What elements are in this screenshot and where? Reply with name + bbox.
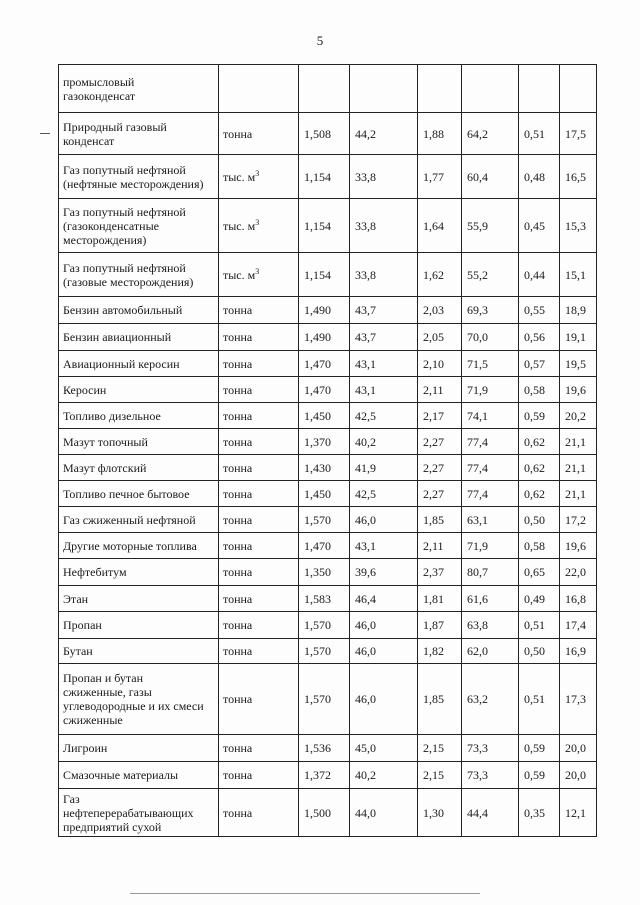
value-cell: 71,9 — [462, 377, 519, 403]
value-cell: 0,65 — [519, 559, 560, 586]
value-cell: 19,1 — [560, 324, 597, 351]
fuel-name-cell: Газ попутный нефтяной (газоконденсатные месторождения) — [59, 199, 219, 253]
value-cell: 19,6 — [560, 377, 597, 403]
value-cell: 33,8 — [350, 155, 418, 199]
value-cell: 20,2 — [560, 403, 597, 429]
table-row — [59, 664, 597, 735]
value-cell: 1,470 — [299, 377, 350, 403]
value-cell: 80,7 — [462, 559, 519, 586]
value-cell: 17,3 — [560, 664, 597, 735]
unit-cell: тыс. $м^3$ — [219, 199, 299, 253]
value-cell: 1,372 — [299, 762, 350, 789]
unit-cell: тонна — [219, 324, 299, 351]
value-cell: 43,1 — [350, 377, 418, 403]
value-cell: 64,2 — [462, 113, 519, 155]
value-cell: 1,87 — [418, 612, 462, 639]
unit-cell: тонна — [219, 664, 299, 735]
value-cell: 1,81 — [418, 586, 462, 612]
value-cell — [519, 65, 560, 113]
value-cell: 0,51 — [519, 664, 560, 735]
fuel-name-cell: Пропан и бутан сжиженные, газы углеводородные и их смеси сжиженные — [59, 664, 219, 735]
table-row — [59, 507, 597, 533]
value-cell: 12,1 — [560, 789, 597, 837]
value-cell — [350, 65, 418, 113]
unit-cell: тонна — [219, 113, 299, 155]
table-row — [59, 155, 597, 199]
value-cell: 69,3 — [462, 297, 519, 324]
value-cell: 63,2 — [462, 664, 519, 735]
value-cell: 71,9 — [462, 533, 519, 559]
table-row — [59, 481, 597, 507]
value-cell: 0,62 — [519, 455, 560, 481]
fuel-name-cell: Мазут флотский — [59, 455, 219, 481]
value-cell: 46,0 — [350, 639, 418, 664]
value-cell: 0,51 — [519, 113, 560, 155]
value-cell: 1,154 — [299, 199, 350, 253]
value-cell: 42,5 — [350, 481, 418, 507]
fuel-name-cell: Другие моторные топлива — [59, 533, 219, 559]
value-cell: 1,536 — [299, 735, 350, 762]
value-cell: 73,3 — [462, 762, 519, 789]
table-row — [59, 455, 597, 481]
value-cell — [299, 65, 350, 113]
fuel-name-cell: Пропан — [59, 612, 219, 639]
unit-cell — [219, 65, 299, 113]
margin-tick-mark — [40, 133, 50, 134]
table-row — [59, 403, 597, 429]
value-cell: 2,37 — [418, 559, 462, 586]
fuel-name-cell: Бензин автомобильный — [59, 297, 219, 324]
value-cell: 45,0 — [350, 735, 418, 762]
value-cell: 21,1 — [560, 455, 597, 481]
value-cell: 43,7 — [350, 297, 418, 324]
value-cell: 42,5 — [350, 403, 418, 429]
value-cell: 60,4 — [462, 155, 519, 199]
value-cell: 19,6 — [560, 533, 597, 559]
value-cell: 0,59 — [519, 762, 560, 789]
fuel-name-cell: Газ нефтеперерабатывающих предприятий сухой — [59, 789, 219, 837]
value-cell: 43,7 — [350, 324, 418, 351]
value-cell: 1,64 — [418, 199, 462, 253]
value-cell: 21,1 — [560, 481, 597, 507]
value-cell: 77,4 — [462, 429, 519, 455]
value-cell: 1,88 — [418, 113, 462, 155]
table-row — [59, 113, 597, 155]
value-cell: 0,55 — [519, 297, 560, 324]
value-cell — [462, 65, 519, 113]
table-row — [59, 65, 597, 113]
value-cell — [418, 65, 462, 113]
value-cell: 73,3 — [462, 735, 519, 762]
unit-cell: тонна — [219, 586, 299, 612]
value-cell: 20,0 — [560, 735, 597, 762]
table-row — [59, 199, 597, 253]
fuel-name-cell: Керосин — [59, 377, 219, 403]
value-cell: 2,27 — [418, 455, 462, 481]
fuel-name-cell: Этан — [59, 586, 219, 612]
unit-cell: тонна — [219, 533, 299, 559]
value-cell: 0,49 — [519, 586, 560, 612]
fuel-name-cell: Газ попутный нефтяной (газовые месторождения) — [59, 253, 219, 297]
value-cell: 15,3 — [560, 199, 597, 253]
value-cell: 40,2 — [350, 429, 418, 455]
value-cell: 1,570 — [299, 664, 350, 735]
value-cell: 17,4 — [560, 612, 597, 639]
table-row — [59, 789, 597, 837]
unit-cell: тыс. $м^3$ — [219, 253, 299, 297]
unit-cell: тонна — [219, 559, 299, 586]
value-cell: 43,1 — [350, 351, 418, 377]
value-cell: 55,9 — [462, 199, 519, 253]
table-row — [59, 429, 597, 455]
value-cell: 1,570 — [299, 639, 350, 664]
table-row — [59, 377, 597, 403]
value-cell: 19,5 — [560, 351, 597, 377]
value-cell: 2,05 — [418, 324, 462, 351]
value-cell: 1,508 — [299, 113, 350, 155]
value-cell: 0,57 — [519, 351, 560, 377]
value-cell: 1,470 — [299, 533, 350, 559]
table-row — [59, 351, 597, 377]
value-cell: 44,2 — [350, 113, 418, 155]
fuel-name-cell: Смазочные материалы — [59, 762, 219, 789]
fuel-name-cell: Бензин авиационный — [59, 324, 219, 351]
value-cell: 2,10 — [418, 351, 462, 377]
unit-cell: тонна — [219, 455, 299, 481]
value-cell: 0,62 — [519, 481, 560, 507]
value-cell: 77,4 — [462, 455, 519, 481]
value-cell: 33,8 — [350, 253, 418, 297]
value-cell: 74,1 — [462, 403, 519, 429]
value-cell: 39,6 — [350, 559, 418, 586]
value-cell: 17,2 — [560, 507, 597, 533]
table-row — [59, 612, 597, 639]
unit-cell: тонна — [219, 403, 299, 429]
value-cell: 0,59 — [519, 735, 560, 762]
value-cell: 43,1 — [350, 533, 418, 559]
value-cell: 1,82 — [418, 639, 462, 664]
value-cell: 1,470 — [299, 351, 350, 377]
value-cell: 46,0 — [350, 507, 418, 533]
page-number: 5 — [316, 33, 324, 48]
fuel-name-cell: Топливо дизельное — [59, 403, 219, 429]
fuel-name-cell: Лигроин — [59, 735, 219, 762]
unit-cell: тонна — [219, 429, 299, 455]
fuel-name-cell: Газ попутный нефтяной (нефтяные месторождения) — [59, 155, 219, 199]
value-cell: 1,490 — [299, 324, 350, 351]
value-cell: 1,583 — [299, 586, 350, 612]
value-cell: 0,59 — [519, 403, 560, 429]
value-cell: 0,50 — [519, 507, 560, 533]
value-cell: 55,2 — [462, 253, 519, 297]
unit-cell: тонна — [219, 612, 299, 639]
value-cell: 46,0 — [350, 612, 418, 639]
value-cell: 0,56 — [519, 324, 560, 351]
unit-cell: тонна — [219, 735, 299, 762]
value-cell: 2,15 — [418, 762, 462, 789]
value-cell: 1,430 — [299, 455, 350, 481]
value-cell: 44,0 — [350, 789, 418, 837]
value-cell: 16,9 — [560, 639, 597, 664]
value-cell: 1,450 — [299, 403, 350, 429]
value-cell: 0,44 — [519, 253, 560, 297]
fuel-name-cell: Авиационный керосин — [59, 351, 219, 377]
value-cell: 18,9 — [560, 297, 597, 324]
table-row — [59, 639, 597, 664]
value-cell: 0,51 — [519, 612, 560, 639]
value-cell: 16,8 — [560, 586, 597, 612]
fuel-name-cell: Мазут топочный — [59, 429, 219, 455]
value-cell: 2,15 — [418, 735, 462, 762]
value-cell: 0,62 — [519, 429, 560, 455]
fuel-name-cell: Топливо печное бытовое — [59, 481, 219, 507]
value-cell — [560, 65, 597, 113]
value-cell: 46,4 — [350, 586, 418, 612]
unit-cell: тонна — [219, 351, 299, 377]
value-cell: 1,77 — [418, 155, 462, 199]
value-cell: 0,45 — [519, 199, 560, 253]
value-cell: 2,11 — [418, 533, 462, 559]
value-cell: 1,30 — [418, 789, 462, 837]
table-row — [59, 762, 597, 789]
table-row — [59, 324, 597, 351]
value-cell: 22,0 — [560, 559, 597, 586]
table-row — [59, 735, 597, 762]
fuel-coefficients-table — [58, 64, 597, 837]
value-cell: 1,85 — [418, 507, 462, 533]
value-cell: 1,85 — [418, 664, 462, 735]
value-cell: 70,0 — [462, 324, 519, 351]
value-cell: 63,8 — [462, 612, 519, 639]
fuel-name-cell: Газ сжиженный нефтяной — [59, 507, 219, 533]
unit-cell: тонна — [219, 639, 299, 664]
unit-cell: тонна — [219, 762, 299, 789]
value-cell: 1,490 — [299, 297, 350, 324]
table-row — [59, 297, 597, 324]
table-row — [59, 559, 597, 586]
value-cell: 2,03 — [418, 297, 462, 324]
table-row — [59, 586, 597, 612]
value-cell: 33,8 — [350, 199, 418, 253]
value-cell: 17,5 — [560, 113, 597, 155]
value-cell: 0,58 — [519, 533, 560, 559]
table-row — [59, 533, 597, 559]
value-cell: 1,450 — [299, 481, 350, 507]
value-cell: 63,1 — [462, 507, 519, 533]
value-cell: 1,500 — [299, 789, 350, 837]
value-cell: 44,4 — [462, 789, 519, 837]
fuel-name-cell: Природный газовый конденсат — [59, 113, 219, 155]
value-cell: 2,17 — [418, 403, 462, 429]
value-cell: 21,1 — [560, 429, 597, 455]
value-cell: 1,350 — [299, 559, 350, 586]
value-cell: 20,0 — [560, 762, 597, 789]
value-cell: 1,570 — [299, 507, 350, 533]
value-cell: 1,154 — [299, 155, 350, 199]
unit-cell: тонна — [219, 507, 299, 533]
value-cell: 16,5 — [560, 155, 597, 199]
value-cell: 2,11 — [418, 377, 462, 403]
value-cell: 41,9 — [350, 455, 418, 481]
value-cell: 1,570 — [299, 612, 350, 639]
table-row — [59, 253, 597, 297]
value-cell: 40,2 — [350, 762, 418, 789]
value-cell: 1,370 — [299, 429, 350, 455]
scan-line-mark — [130, 893, 480, 894]
unit-cell: тыс. $м^3$ — [219, 155, 299, 199]
value-cell: 0,50 — [519, 639, 560, 664]
fuel-name-cell: промысловый газоконденсат — [59, 65, 219, 113]
value-cell: 46,0 — [350, 664, 418, 735]
value-cell: 62,0 — [462, 639, 519, 664]
value-cell: 1,62 — [418, 253, 462, 297]
unit-cell: тонна — [219, 377, 299, 403]
value-cell: 0,58 — [519, 377, 560, 403]
value-cell: 77,4 — [462, 481, 519, 507]
unit-cell: тонна — [219, 297, 299, 324]
value-cell: 0,48 — [519, 155, 560, 199]
value-cell: 2,27 — [418, 481, 462, 507]
value-cell: 1,154 — [299, 253, 350, 297]
value-cell: 2,27 — [418, 429, 462, 455]
fuel-name-cell: Бутан — [59, 639, 219, 664]
unit-cell: тонна — [219, 789, 299, 837]
value-cell: 15,1 — [560, 253, 597, 297]
unit-cell: тонна — [219, 481, 299, 507]
fuel-name-cell: Нефтебитум — [59, 559, 219, 586]
value-cell: 0,35 — [519, 789, 560, 837]
value-cell: 61,6 — [462, 586, 519, 612]
value-cell: 71,5 — [462, 351, 519, 377]
